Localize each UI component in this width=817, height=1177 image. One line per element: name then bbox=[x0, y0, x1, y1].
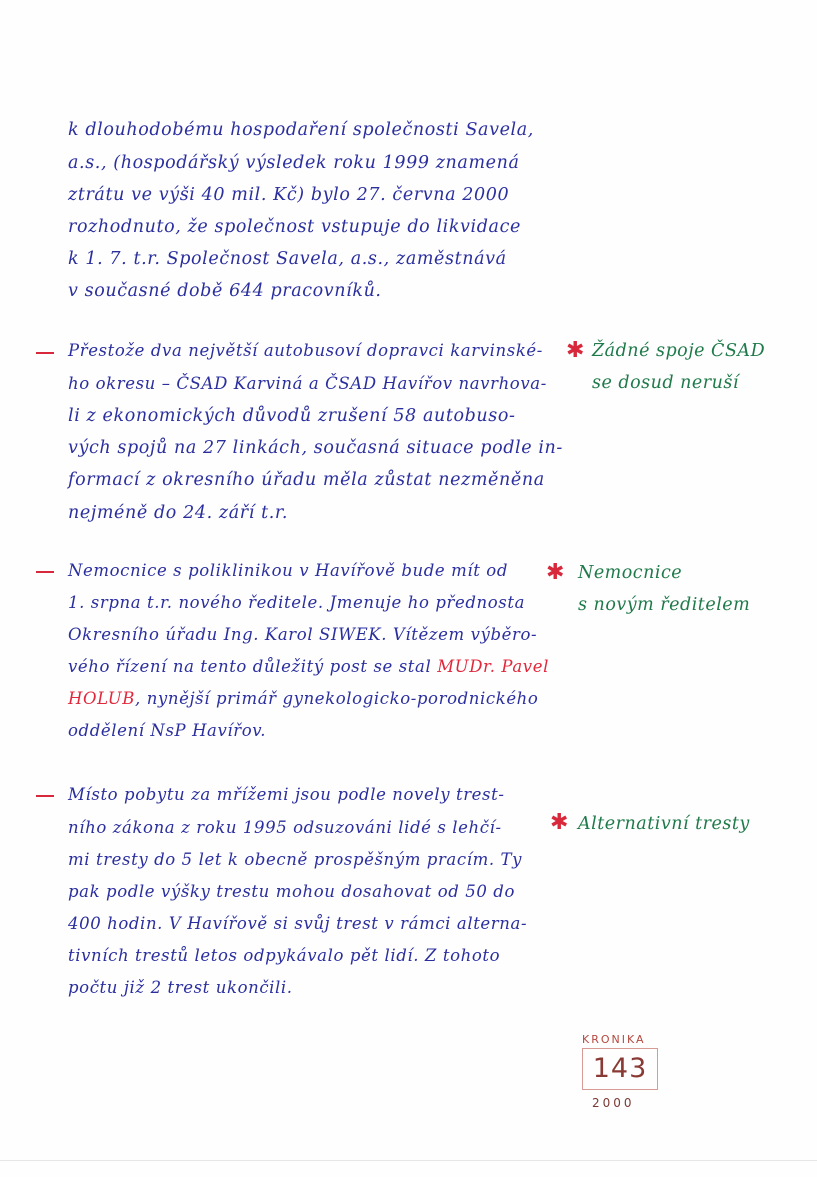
bullet-dash bbox=[36, 352, 54, 354]
paragraph-3-line-6: oddělení NsP Havířov. bbox=[68, 721, 267, 740]
bullet-dash bbox=[36, 571, 54, 573]
paragraph-1-line-1: k dlouhodobému hospodaření společnosti Savela, bbox=[68, 120, 534, 140]
paragraph-4-line-5: 400 hodin. V Havířově si svůj trest v rámci alterna- bbox=[68, 914, 528, 933]
doctor-surname-highlight: HOLUB bbox=[68, 689, 136, 708]
paragraph-4-line-2: ního zákona z roku 1995 odsuzováni lidé s lehčí- bbox=[68, 818, 502, 837]
paragraph-3-line-4-text: vého řízení na tento důležitý post se stal bbox=[68, 657, 438, 676]
paragraph-3-line-1: Nemocnice s poliklinikou v Havířově bude mít od bbox=[68, 561, 508, 580]
paragraph-3-line-5-text: , nynější primář gynekologicko-porodnického bbox=[135, 689, 539, 708]
margin-note-3-line-2: s novým ředitelem bbox=[578, 595, 751, 615]
paragraph-2-line-5: formací z okresního úřadu měla zůstat nezměněna bbox=[68, 470, 545, 490]
asterisk-icon: ✱ bbox=[566, 338, 585, 363]
asterisk-icon: ✱ bbox=[546, 560, 565, 585]
paragraph-3-line-5 bbox=[68, 689, 538, 708]
margin-note-2-line-1: Žádné spoje ČSAD bbox=[592, 341, 766, 361]
paragraph-3-line-3: Okresního úřadu Ing. Karol SIWEK. Vítězem výběro- bbox=[68, 625, 538, 644]
paragraph-1-line-3: ztrátu ve výši 40 mil. Kč) bylo 27. června 2000 bbox=[68, 185, 510, 205]
margin-note-2-line-2: se dosud neruší bbox=[592, 373, 739, 393]
paragraph-1-line-2: a.s., (hospodářský výsledek roku 1999 znamená bbox=[68, 153, 520, 173]
paragraph-2-line-3: li z ekonomických důvodů zrušení 58 autobuso- bbox=[68, 406, 516, 426]
paragraph-4-line-3: mi tresty do 5 let k obecně prospěšným pracím. Ty bbox=[68, 850, 523, 869]
asterisk-icon: ✱ bbox=[550, 810, 569, 835]
paragraph-3-line-2: 1. srpna t.r. nového ředitele. Jmenuje ho přednosta bbox=[68, 593, 526, 612]
page-number: 143 bbox=[582, 1048, 658, 1090]
scan-edge-divider bbox=[0, 1160, 817, 1161]
paragraph-2-line-1: Přestože dva největší autobusoví dopravci karvinské- bbox=[68, 341, 543, 360]
bullet-dash bbox=[36, 795, 54, 797]
margin-note-3-line-1: Nemocnice bbox=[578, 563, 683, 583]
paragraph-2-line-2: ho okresu – ČSAD Karviná a ČSAD Havířov navrhova- bbox=[68, 374, 547, 393]
paragraph-3-line-4 bbox=[68, 657, 549, 676]
stamp-year: 2000 bbox=[592, 1096, 635, 1110]
paragraph-1-line-4: rozhodnuto, že společnost vstupuje do likvidace bbox=[68, 217, 521, 237]
paragraph-2-line-4: vých spojů na 27 linkách, současná situace podle in- bbox=[68, 438, 563, 458]
paragraph-1-line-5: k 1. 7. t.r. Společnost Savela, a.s., zaměstnává bbox=[68, 249, 507, 269]
stamp-label: KRONIKA bbox=[582, 1033, 646, 1046]
paragraph-4-line-7: počtu již 2 trest ukončili. bbox=[68, 978, 293, 997]
margin-note-4-line-1: Alternativní tresty bbox=[578, 814, 750, 834]
paragraph-4-line-4: pak podle výšky trestu mohou dosahovat od 50 do bbox=[68, 882, 515, 901]
doctor-name-highlight: MUDr. Pavel bbox=[437, 657, 549, 676]
paragraph-2-line-6: nejméně do 24. září t.r. bbox=[68, 503, 289, 523]
paragraph-1-line-6: v současné době 644 pracovníků. bbox=[68, 281, 382, 301]
paragraph-4-line-6: tivních trestů letos odpykávalo pět lidí. Z tohoto bbox=[68, 946, 501, 965]
paragraph-4-line-1: Místo pobytu za mřížemi jsou podle novely trest- bbox=[68, 785, 505, 804]
